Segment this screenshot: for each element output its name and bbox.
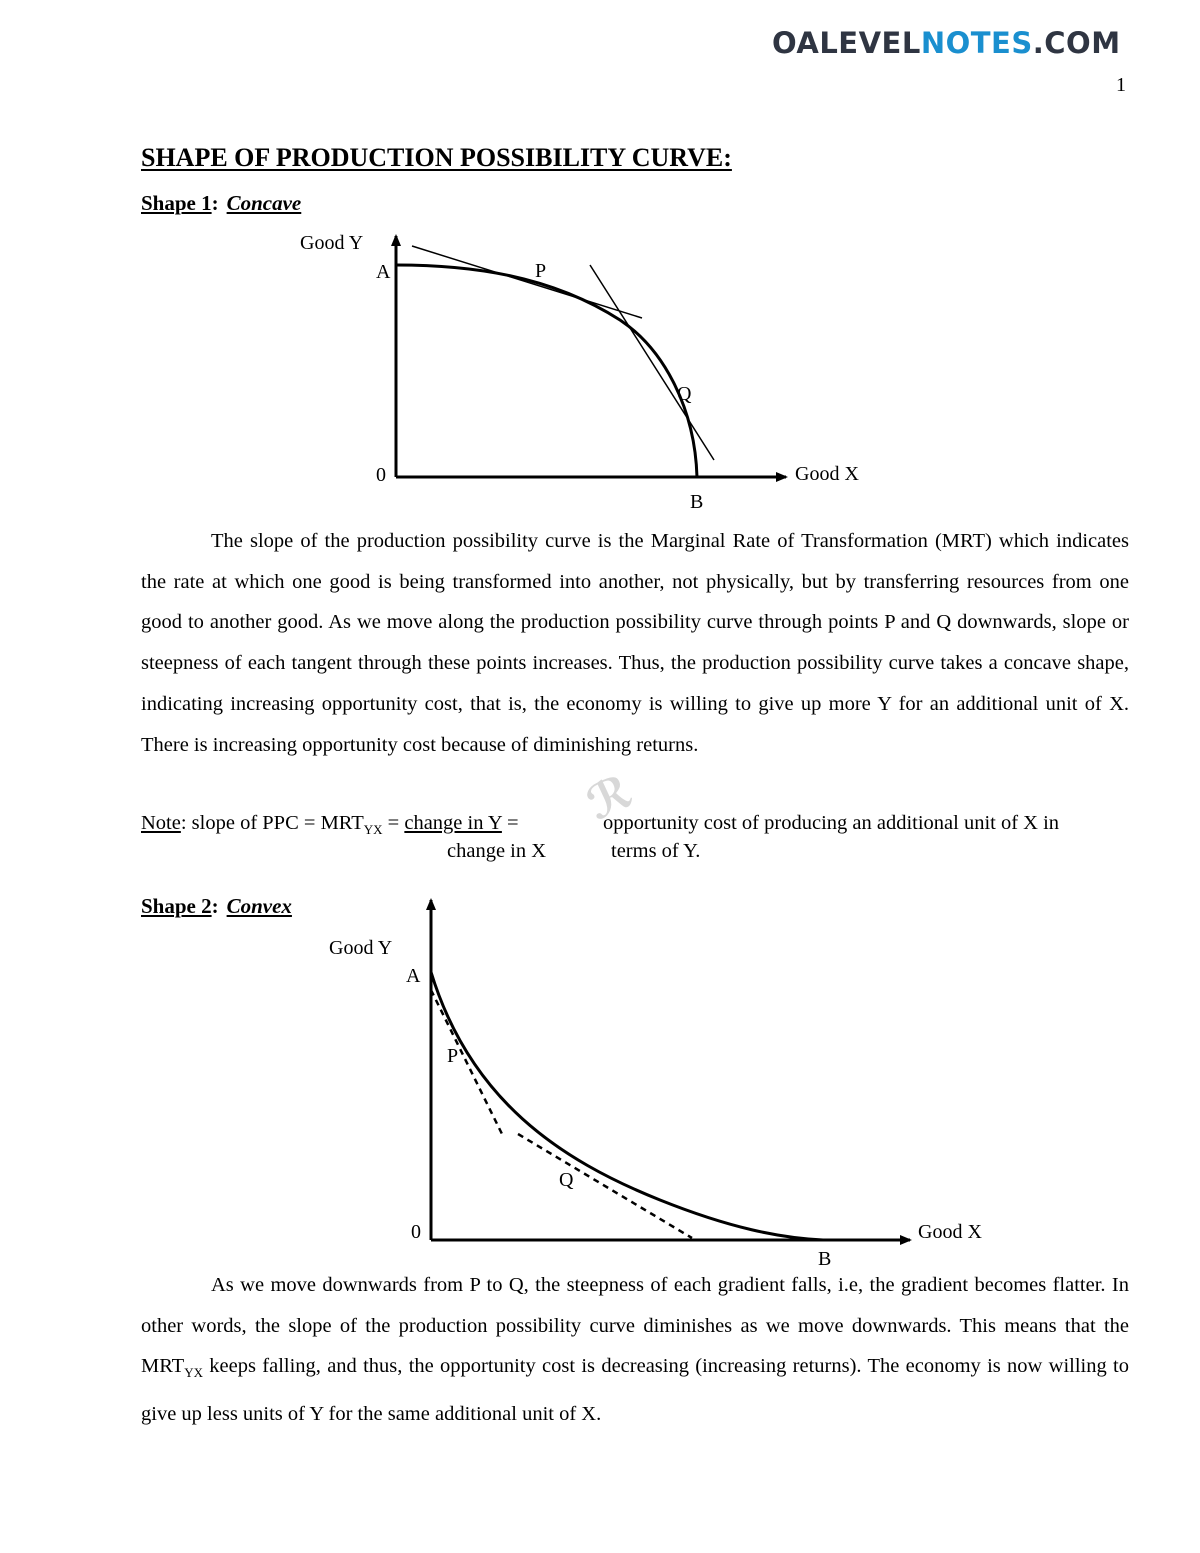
note-formula bbox=[141, 812, 519, 838]
brand-part-oalevel: OALEVEL bbox=[772, 26, 921, 60]
convex-point-a: A bbox=[406, 965, 421, 987]
shape2-paragraph bbox=[141, 1265, 1129, 1435]
convex-ppc-curve bbox=[431, 972, 823, 1240]
dashed-tangent-at-p bbox=[431, 990, 503, 1136]
dashed-tangent-at-q bbox=[518, 1134, 692, 1238]
shape1-paragraph: The slope of the production possibility curve is the Marginal Rate of Transformation (MRT) which indicates the rate at which one good is being transformed into another, not physically, but by transferring resources from one good to another good. As we move along the production possibility curve through points P and Q downwards, slope or steepness of each tangent through these points increases. Thus, the production possibility curve takes a concave shape, indicating increasing opportunity cost, that is, the economy is willing to give up more Y for an additional unit of X. There is increasing opportunity cost because of diminishing returns. bbox=[141, 530, 1129, 756]
note-subscript: YX bbox=[363, 822, 383, 838]
note-numerator: change in Y bbox=[404, 812, 502, 834]
note-label: Note bbox=[141, 812, 181, 834]
concave-point-p: P bbox=[535, 260, 547, 282]
concave-point-b: B bbox=[690, 491, 704, 513]
concave-ppc-curve bbox=[396, 265, 697, 477]
shape1-label: Shape 1 bbox=[141, 191, 212, 215]
shape2-paragraph-subscript: YX bbox=[184, 1365, 203, 1381]
concave-origin: 0 bbox=[376, 464, 386, 486]
shape1-name: Concave bbox=[226, 191, 302, 215]
note-equals: = bbox=[382, 812, 405, 834]
shape2-name: Convex bbox=[226, 894, 292, 918]
shape2-paragraph-part1: As we move downwards from P to Q, the steepness of each gradient falls, i.e, the gradient becomes flatter. In other words, the slope of the production possibility curve diminishes as we move downwards. This means that the MRT bbox=[141, 1274, 1129, 1378]
note-text-line2: terms of Y. bbox=[611, 840, 701, 862]
note-denominator: change in X bbox=[447, 840, 547, 862]
concave-point-a: A bbox=[376, 261, 391, 283]
tangent-at-p bbox=[412, 246, 642, 318]
page-title: SHAPE OF PRODUCTION POSSIBILITY CURVE: bbox=[141, 143, 732, 172]
brand-part-notes: NOTES bbox=[920, 26, 1033, 60]
convex-origin: 0 bbox=[411, 1221, 421, 1243]
note-text-line1: opportunity cost of producing an additional unit of X in bbox=[603, 812, 1060, 834]
note-prefix: : slope of PPC = MRT bbox=[180, 812, 364, 834]
watermark-mark: ℛ bbox=[578, 763, 641, 831]
shape2-paragraph-part2: keeps falling, and thus, the opportunity cost is decreasing (increasing returns). The economy is now willing to give up less units of Y for the same additional unit of X. bbox=[141, 1355, 1129, 1426]
concave-point-q: Q bbox=[677, 383, 692, 405]
convex-point-p: P bbox=[447, 1045, 459, 1067]
note-equals2: = bbox=[501, 812, 519, 834]
convex-y-label: Good Y bbox=[329, 937, 393, 959]
shape1-heading: Shape 1: Concave bbox=[141, 191, 302, 215]
page-number: 1 bbox=[1116, 74, 1126, 96]
convex-point-b: B bbox=[818, 1248, 832, 1270]
convex-x-label: Good X bbox=[918, 1221, 982, 1243]
convex-point-q: Q bbox=[559, 1169, 574, 1191]
shape2-heading: Shape 2: Convex bbox=[141, 894, 292, 918]
concave-y-label: Good Y bbox=[300, 232, 364, 254]
tangent-at-q bbox=[590, 265, 714, 460]
shape2-label: Shape 2 bbox=[141, 894, 212, 918]
brand-part-com: .COM bbox=[1032, 26, 1121, 60]
concave-x-label: Good X bbox=[795, 463, 859, 485]
